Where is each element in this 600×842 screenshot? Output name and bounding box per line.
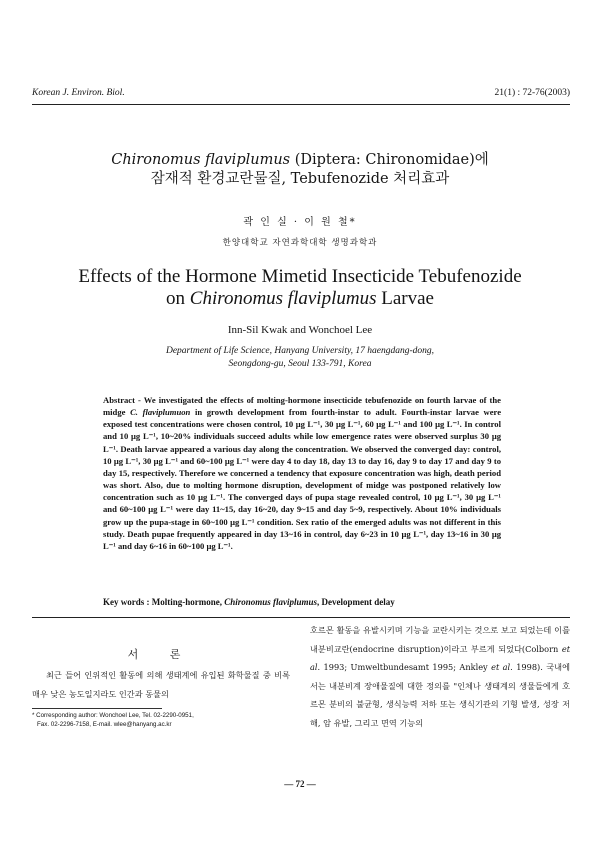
footnote-line1: * Corresponding author: Wonchoel Lee, Tel. 02-2290-0951, — [32, 712, 194, 719]
korean-title-line1-rest: (Diptera: Chironomidae)에 — [290, 152, 489, 168]
english-title-line2 — [40, 288, 560, 310]
right-text-3: 1998). 국내에서는 내분비계 장애물질에 대한 정의를 "인체나 생태계의 생물들에게 호르몬 분비의 불균형, 생식능력 저하 또는 생식기관의 기형 발생, 성장 저해, 암 유발, 그리고 면역 기능의 — [310, 662, 570, 728]
english-authors: Inn-Sil Kwak and Wonchoel Lee — [227, 324, 373, 336]
abstract-species: C. flaviplumuon — [130, 407, 191, 418]
right-etal-2: et al. — [491, 662, 513, 672]
footnote-rule — [32, 708, 162, 709]
korean-affiliation: 한양대학교 자연과학대학 생명과학과 — [222, 238, 378, 248]
introduction-heading: 서 론 — [127, 648, 195, 661]
introduction-text-left: 최근 들어 인위적인 활동에 의해 생태계에 유입된 화학물질 중 비록 매우 낮은 농도일지라도 인간과 동물의 — [32, 670, 290, 699]
english-title-line2-suffix: Larvae — [376, 288, 434, 309]
english-title-line1: Effects of the Hormone Mimetid Insecticide Tebufenozide — [78, 266, 522, 287]
korean-title — [40, 151, 560, 189]
english-affiliation-line1: Department of Life Science, Hanyang University, 17 haengdang-dong, — [165, 346, 435, 356]
english-title-species: Chironomus flaviplumus — [189, 288, 377, 309]
right-text-2: 1993; Umweltbundesamt 1995; Ankley — [320, 662, 492, 672]
korean-authors: 곽 인 실 · 이 원 철* — [243, 217, 357, 228]
volume-pages: 21(1) : 72-76(2003) — [494, 88, 570, 98]
korean-title-line1 — [40, 151, 560, 170]
footnote-line2: Fax. 02-2296-7158, E-mail. wlee@hanyang.ac.kr — [37, 721, 172, 728]
keywords-species: Chironomus flaviplumus — [224, 597, 318, 607]
abstract-text-1: - We investigated the effects of molting-hormone insecticide tebufenozide on fourth larvae of the midge — [103, 395, 501, 418]
english-affiliation — [40, 345, 560, 371]
running-header — [32, 88, 570, 102]
english-affiliation-line2: Seongdong-gu, Seoul 133-791, Korea — [228, 359, 372, 369]
keywords — [103, 597, 501, 607]
english-title — [40, 266, 560, 310]
header-rule — [32, 104, 570, 105]
abstract — [103, 394, 501, 552]
keywords-label: Key words : Molting-hormone, — [103, 597, 225, 607]
abstract-label: Abstract — [103, 395, 135, 405]
right-etal-1: et al. — [310, 643, 570, 672]
keywords-rest: , Development delay — [317, 597, 395, 607]
abstract-text-2: in growth development from fourth-instar to adult. Fourth-instar larvae were exposed test concentrations were chosen control, 10 μg L⁻¹, 30 μg L⁻¹, 60 μg L⁻¹ and 100 μg L⁻¹. In control and 10 μg L⁻¹, 10~20% individuals succeed adults while low emergence rates were observed surplus 30 μg L⁻¹. Death larvae appeared a various day along the concentration. We observed the converged day: control, 10 μg L⁻¹, 30 μg L⁻¹ and 60~100 μg L⁻¹ were day 4 to day 18, day 13 to day 16, day 9 to day 17 and day 9 to day 15, respectively. Therefore we concerned a tendency that exposure concentration was high, death period was short. Also, due to molting hormone disruption, development of midge was postponed relatively low concentration such as 10 μg L⁻¹. The converged days of pupa stage revealed control, 10 μg L⁻¹, 30 μg L⁻¹ and 60~100 μg L⁻¹ were day 11~15, day 16~20, day 9~15 and day 5~9, respectively. About 10% individuals grow up the pupa-stage in 60~100 μg L⁻¹ condition. Sex ratio of the emerged adults was not different in this study. Death pupae frequently appeared in day 13~16 in control, day 6~23 in 10 μg L⁻¹, day 13~16 in 30 μg L⁻¹ and day 6~16 in 60~100 μg L⁻¹. — [103, 407, 502, 551]
right-text-1: 호르몬 활동을 유발시키며 기능을 교란시키는 것으로 보고 되었는데 이를 내분비교란(endocrine disruption)이라고 부르게 되었다(Colborn — [310, 625, 570, 654]
introduction-text-right — [310, 621, 570, 732]
page-number: — 72 — — [284, 779, 316, 789]
korean-title-species: Chironomus flaviplumus — [111, 152, 291, 168]
english-title-line2-prefix: on — [166, 288, 190, 309]
korean-title-line2: 잠재적 환경교란물질, Tebufenozide 처리효과 — [150, 171, 450, 187]
journal-name: Korean J. Environ. Biol. — [32, 88, 125, 98]
footnote — [32, 711, 294, 729]
abstract-rule — [32, 617, 570, 618]
